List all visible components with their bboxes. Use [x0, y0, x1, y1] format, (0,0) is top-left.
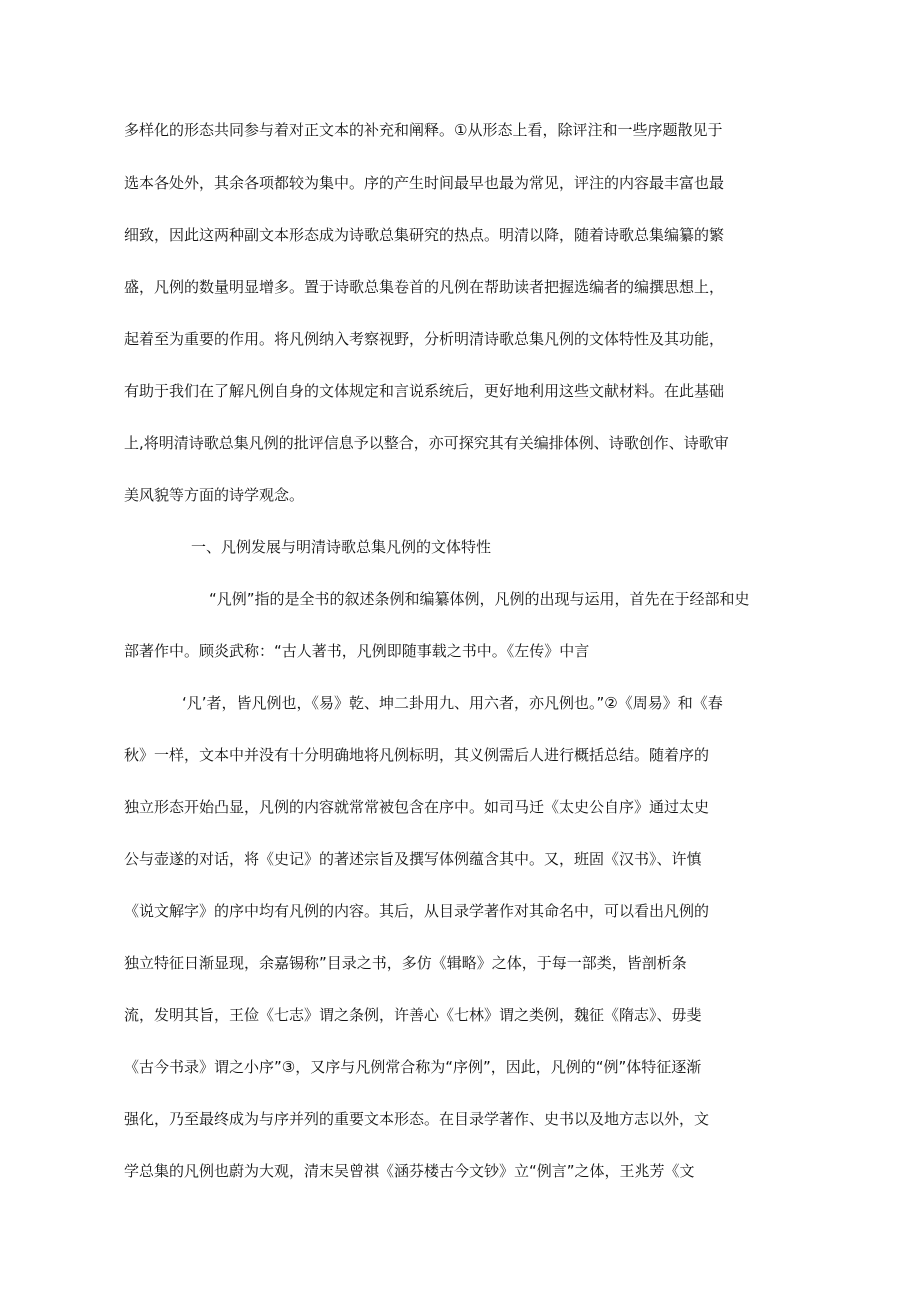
text-line: 强化，乃至最终成为与序并列的重要文本形态。在目录学著作、史书以及地方志以外，文 — [124, 1110, 710, 1128]
text-line: 公与壶遂的对话，将《史记》的著述宗旨及撰写体例蕴含其中。又，班固《汉书》、许慎 — [124, 850, 702, 868]
text-line: 美风貌等方面的诗学观念。 — [124, 486, 305, 504]
text-line: 《说文解字》的序中均有凡例的内容。其后，从目录学著作对其命名中，可以看出凡例的 — [124, 902, 710, 920]
text-line: 部著作中。顾炎武称：“古人著书，凡例即随事载之书中。《左传》中言 — [124, 642, 590, 660]
text-line: 多样化的形态共同参与着对正文本的补充和阐释。①从形态上看，除评注和一些序题散见于 — [124, 121, 723, 139]
text-line: 学总集的凡例也蔚为大观，清末吴曾祺《涵芬楼古今文钞》立“例言”之体，王兆芳《文 — [124, 1162, 695, 1180]
text-line: 起着至为重要的作用。将凡例纳入考察视野，分析明清诗歌总集凡例的文体特性及其功能， — [124, 330, 725, 348]
text-line: 独立特征日渐显现，余嘉锡称”目录之书，多仿《辑略》之体，于每一部类，皆剖析条 — [124, 954, 687, 972]
text-line: 秋》一样，文本中并没有十分明确地将凡例标明，其义例需后人进行概括总结。随着序的 — [124, 746, 710, 764]
text-line: 《古今书录》谓之小序”③，又序与凡例常合称为“序例”，因此，凡例的“例”体特征逐渐 — [124, 1058, 702, 1076]
text-line: ‘凡’者，皆凡例也，《易》乾、坤二卦用九、用六者，亦凡例也。”②《周易》和《春 — [182, 694, 723, 712]
text-line: 选本各处外，其余各项都较为集中。序的产生时间最早也最为常见，评注的内容最丰富也最 — [124, 174, 725, 192]
text-line: “凡例”指的是全书的叙述条例和编纂体例，凡例的出现与运用，首先在于经部和史 — [209, 590, 750, 608]
text-line: 细致，因此这两种副文本形态成为诗歌总集研究的热点。明清以降，随着诗歌总集编纂的繁 — [124, 226, 725, 244]
text-line: 独立形态开始凸显，凡例的内容就常常被包含在序中。如司马迁《太史公自序》通过太史 — [124, 798, 710, 816]
text-line: 有助于我们在了解凡例自身的文体规定和言说系统后，更好地利用这些文献材料。在此基础 — [124, 382, 725, 400]
text-line: 流，发明其旨，王俭《七志》谓之条例，许善心《七林》谓之类例，魏征《隋志》、毋斐 — [124, 1006, 702, 1024]
text-line: 盛，凡例的数量明显增多。置于诗歌总集卷首的凡例在帮助读者把握选编者的编撰思想上， — [124, 278, 725, 296]
section-heading: 一、凡例发展与明清诗歌总集凡例的文体特性 — [191, 538, 492, 556]
text-line: 上,将明清诗歌总集凡例的批评信息予以整合，亦可探究其有关编排体例、诗歌创作、诗歌审 — [124, 434, 729, 452]
